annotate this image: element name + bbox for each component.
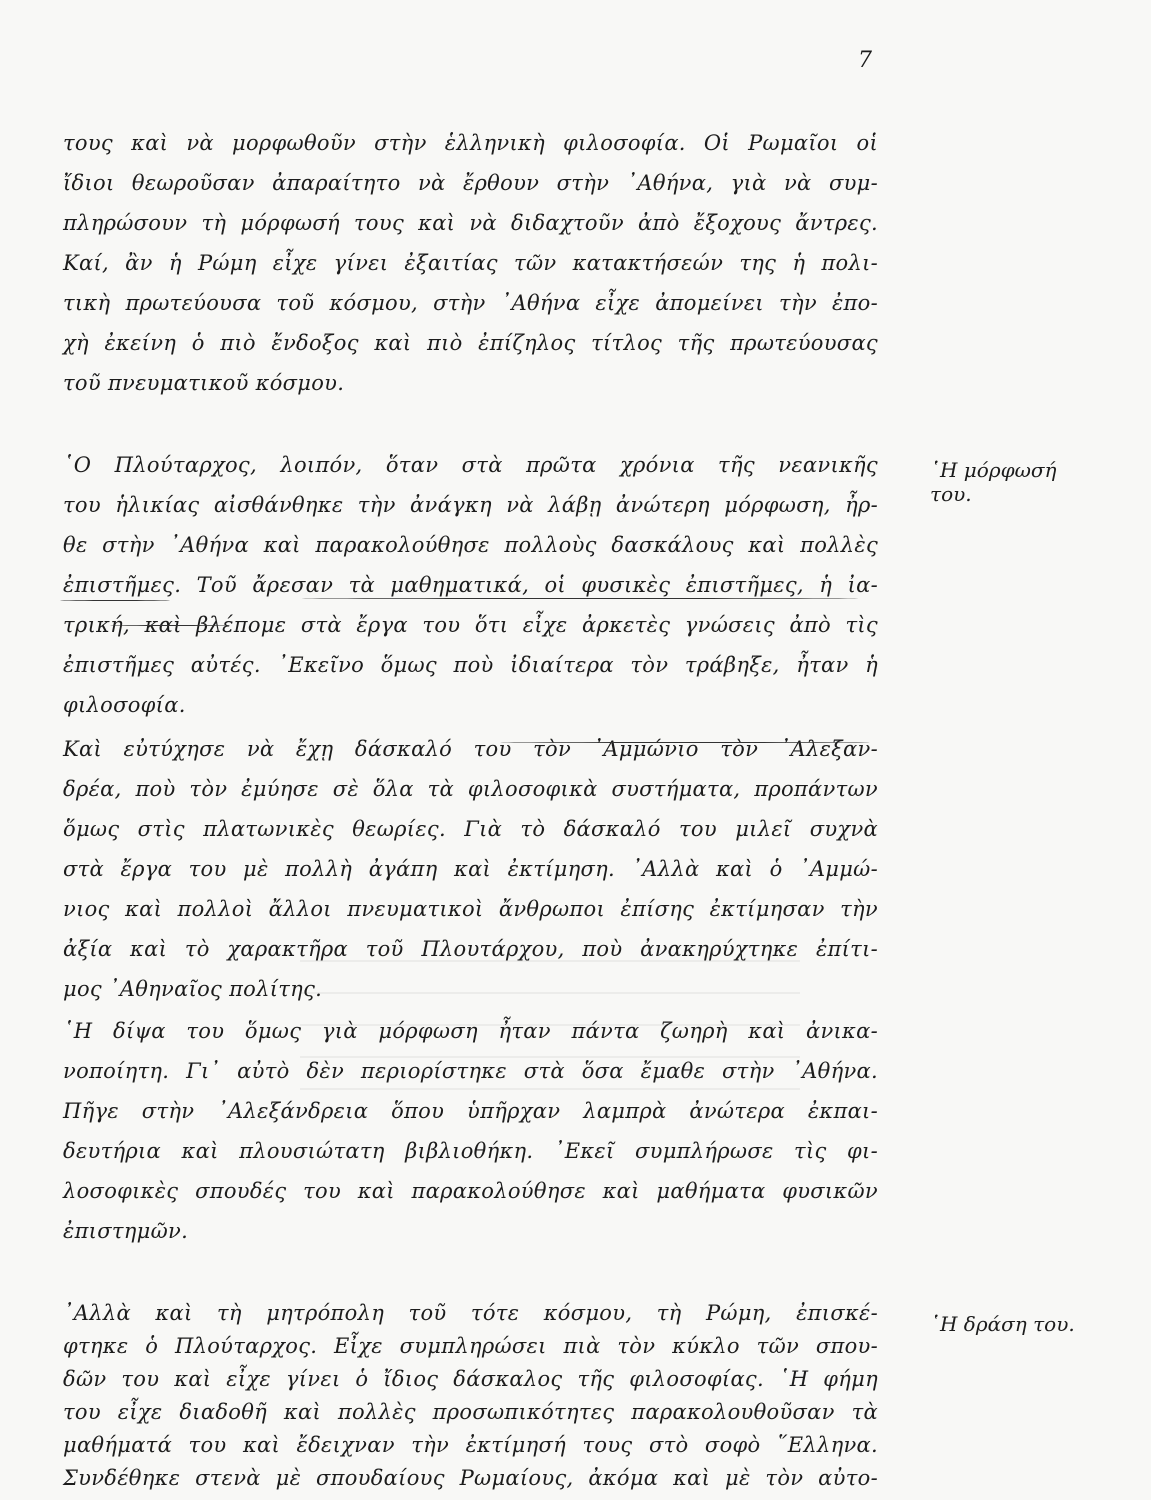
text-line: φιλοσοφία. <box>63 693 186 717</box>
text-line: του ἡλικίας αἰσθάνθηκε τὴν ἀνάγκη νὰ λάβῃ ἀνώτερη μόρφωση, ἦρ- <box>63 493 878 517</box>
text-line: μαθήματά του καὶ ἔδειχναν τὴν ἐκτίμησή τους στὸ σοφὸ ῞Ελληνα. <box>63 1433 878 1457</box>
text-line: ἐπιστημῶν. <box>63 1219 189 1243</box>
text-line: πληρώσουν τὴ μόρφωσή τους καὶ νὰ διδαχτοῦν ἀπὸ ἔξοχους ἄντρες. <box>63 211 878 235</box>
text-line: Καί, ἂν ἡ Ρώμη εἶχε γίνει ἐξαιτίας τῶν κατακτήσεών της ἡ πολι- <box>63 251 878 275</box>
margin-note-line: του. <box>930 482 972 506</box>
text-line: χὴ ἐκείνη ὁ πιὸ ἔνδοξος καὶ πιὸ ἐπίζηλος τίτλος τῆς πρωτεύουσας <box>63 331 878 355</box>
text-line: στὰ ἔργα του μὲ πολλὴ ἀγάπη καὶ ἐκτίμηση. ᾿Αλλὰ καὶ ὁ ᾿Αμμώ- <box>63 857 878 881</box>
text-line: νιος καὶ πολλοὶ ἄλλοι πνευματικοὶ ἄνθρωποι ἐπίσης ἐκτίμησαν τὴν <box>63 897 878 921</box>
text-line: ἐπιστῆμες. Τοῦ ἄρεσαν τὰ μαθηματικά, οἱ φυσικὲς ἐπιστῆμες, ἡ ἰα- <box>63 573 878 597</box>
margin-note-education <box>930 458 1057 506</box>
text-line: ῾Ο Πλούταρχος, λοιπόν, ὅταν στὰ πρῶτα χρόνια τῆς νεανικῆς <box>63 453 878 477</box>
text-line: νοποίητη. Γι᾿ αὐτὸ δὲν περιορίστηκε στὰ ὅσα ἔμαθε στὴν ᾿Αθήνα. <box>63 1059 878 1083</box>
text-line: τρική, καὶ βλέπομε στὰ ἔργα του ὅτι εἶχε ἀρκετὲς γνώσεις ἀπὸ τὶς <box>63 613 878 637</box>
margin-note-activity <box>930 1312 1075 1336</box>
text-line: τους καὶ νὰ μορφωθοῦν στὴν ἑλληνικὴ φιλοσοφία. Οἱ Ρωμαῖοι οἱ <box>63 131 878 155</box>
text-line: ἐπιστῆμες αὐτές. ᾿Εκεῖνο ὅμως ποὺ ἰδιαίτερα τὸν τράβηξε, ἦταν ἡ <box>63 653 878 677</box>
text-line: του εἶχε διαδοθῆ καὶ πολλὲς προσωπικότητες παρακολουθοῦσαν τὰ <box>63 1400 878 1424</box>
text-line: ἀξία καὶ τὸ χαρακτῆρα τοῦ Πλουτάρχου, ποὺ ἀνακηρύχτηκε ἐπίτι- <box>63 937 878 961</box>
margin-note-line: ῾Η μόρφωσή <box>930 458 1057 482</box>
pencil-underline <box>300 598 860 599</box>
pencil-underline <box>500 742 870 743</box>
text-line: τικὴ πρωτεύουσα τοῦ κόσμου, στὴν ᾿Αθήνα εἶχε ἀπομείνει τὴν ἐπο- <box>63 291 878 315</box>
pencil-underline <box>60 600 170 601</box>
text-line: ᾿Αλλὰ καὶ τὴ μητρόπολη τοῦ τότε κόσμου, τὴ Ρώμη, ἐπισκέ- <box>63 1301 878 1325</box>
text-line: Συνδέθηκε στενὰ μὲ σπουδαίους Ρωμαίους, ἀκόμα καὶ μὲ τὸν αὐτο- <box>63 1466 878 1490</box>
text-line: δῶν του καὶ εἶχε γίνει ὁ ἴδιος δάσκαλος τῆς φιλοσοφίας. ῾Η φήμη <box>63 1367 878 1391</box>
text-line: δρέα, ποὺ τὸν ἐμύησε σὲ ὅλα τὰ φιλοσοφικὰ συστήματα, προπάντων <box>63 777 878 801</box>
text-line: μος ᾿Αθηναῖος πολίτης. <box>63 977 323 1001</box>
text-line: ἴδιοι θεωροῦσαν ἀπαραίτητο νὰ ἔρθουν στὴν ᾿Αθήνα, γιὰ νὰ συμ- <box>63 171 878 195</box>
text-line: ὅμως στὶς πλατωνικὲς θεωρίες. Γιὰ τὸ δάσκαλό του μιλεῖ συχνὰ <box>63 817 878 841</box>
text-line: φτηκε ὁ Πλούταρχος. Εἶχε συμπληρώσει πιὰ τὸν κύκλο τῶν σπου- <box>63 1334 878 1358</box>
text-line: τοῦ πνευματικοῦ κόσμου. <box>63 371 345 395</box>
pencil-underline <box>110 625 230 626</box>
text-line: Καὶ εὐτύχησε νὰ ἔχῃ δάσκαλό του τὸν ᾿Αμμώνιο τὸν ᾿Αλεξαν- <box>63 737 878 761</box>
page-number: 7 <box>858 48 872 73</box>
text-line: ῾Η δίψα του ὅμως γιὰ μόρφωση ἦταν πάντα ζωηρὴ καὶ ἀνικα- <box>63 1019 878 1043</box>
text-line: δευτήρια καὶ πλουσιώτατη βιβλιοθήκη. ᾿Εκεῖ συμπλήρωσε τὶς φι- <box>63 1139 878 1163</box>
text-line: θε στὴν ᾿Αθήνα καὶ παρακολούθησε πολλοὺς δασκάλους καὶ πολλὲς <box>63 533 878 557</box>
margin-note-line: ῾Η δράση του. <box>930 1312 1075 1336</box>
text-line: λοσοφικὲς σπουδές του καὶ παρακολούθησε καὶ μαθήματα φυσικῶν <box>63 1179 878 1203</box>
text-line: Πῆγε στὴν ᾿Αλεξάνδρεια ὅπου ὑπῆρχαν λαμπρὰ ἀνώτερα ἐκπαι- <box>63 1099 878 1123</box>
